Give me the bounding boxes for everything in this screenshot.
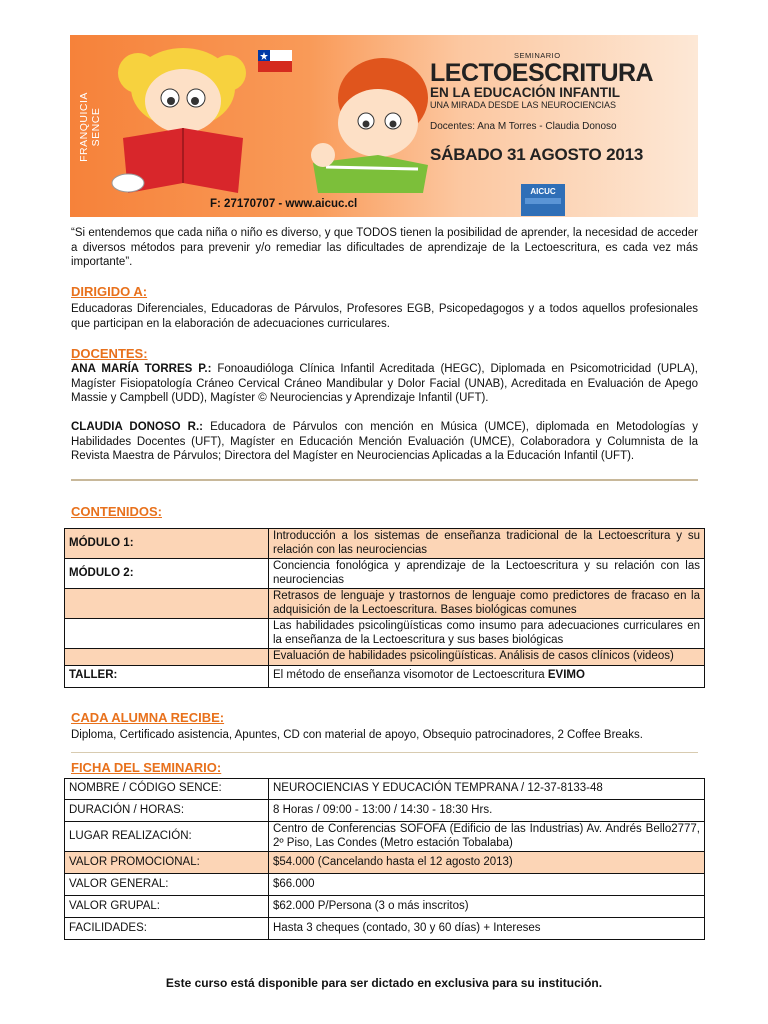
modulo-label — [65, 619, 269, 649]
docente-1 — [71, 362, 698, 406]
contenidos-heading: CONTENIDOS: — [71, 504, 162, 519]
dirigido-heading: DIRIGIDO A: — [71, 284, 148, 299]
banner-title: LECTOESCRITURA — [430, 59, 654, 87]
modulo-label: TALLER: — [65, 665, 269, 687]
ficha-heading: FICHA DEL SEMINARIO: — [71, 760, 222, 775]
taller-text: El método de enseñanza visomotor de Lectoescritura — [273, 669, 548, 682]
table-row — [65, 800, 705, 822]
docente-1-bio: Fonoaudióloga Clínica Infantil Acreditada (HEGC), Diplomada en Psicomotricidad (UPLA), Magíster Fisiopatología Cráneo Cervical Cráneo Mandibular y Dolor Facial (UNAB), Acreditada en Evaluación de Apego Massie y Campbell (UDD), Magíster © Neurociencias y Aprendizaje Infantil (UFT). — [71, 363, 699, 404]
intro-quote: “Si entendemos que cada niña o niño es diverso, y que TODOS tienen la posibilidad de aprender, la necesidad de acceder a diversos métodos para prevenir y/o remediar las dificultades de aprendizaje de la Lectoescritura, es cada vez más importante”. — [71, 227, 698, 268]
docente-1-name: ANA MARÍA TORRES P.: — [71, 363, 212, 375]
table-row — [65, 852, 705, 874]
recibe-heading: CADA ALUMNA RECIBE: — [71, 710, 225, 725]
modulo-label — [65, 589, 269, 619]
ficha-table — [64, 778, 705, 940]
banner-date: SÁBADO 31 AGOSTO 2013 — [430, 145, 644, 164]
table-row — [65, 589, 705, 619]
ficha-label: VALOR PROMOCIONAL: — [65, 852, 269, 874]
modulo-text: Conciencia fonológica y aprendizaje de la Lectoescritura y su relación con las neurociencias — [269, 559, 705, 589]
modulo-text: Introducción a los sistemas de enseñanza tradicional de la Lectoescritura y su relación con las neurociencias — [269, 529, 705, 559]
table-row — [65, 665, 705, 687]
ficha-value: Hasta 3 cheques (contado, 30 y 60 días) + Intereses — [269, 918, 705, 940]
banner-seminario: SEMINARIO — [514, 51, 561, 60]
modulo-text: Retrasos de lenguaje y trastornos de lenguaje como predictores de fracaso en la adquisición de la Lectoescritura. Bases biológicas comunes — [269, 589, 705, 619]
docentes-heading: DOCENTES: — [71, 346, 148, 361]
ficha-value: $62.000 P/Persona (3 o más inscritos) — [269, 896, 705, 918]
banner-contact: F: 27170707 - www.aicuc.cl — [210, 198, 358, 210]
dirigido-text: Educadoras Diferenciales, Educadoras de Párvulos, Profesores EGB, Psicopedagogos y a todos aquellos profesionales que participan en la elaboración de adecuaciones curriculares. — [71, 303, 698, 330]
docente-2-name: CLAUDIA DONOSO R.: — [71, 421, 203, 433]
modulo-label — [65, 649, 269, 666]
franquicia-sence-label: FRANQUICIA SENCE — [78, 92, 102, 162]
recibe-text: Diploma, Certificado asistencia, Apuntes, CD con material de apoyo, Obsequio patrocinadores, 2 Coffee Breaks. — [71, 729, 643, 741]
chile-flag-icon — [258, 50, 292, 72]
seminar-banner — [70, 35, 698, 217]
ficha-label: LUGAR REALIZACIÓN: — [65, 822, 269, 852]
table-row — [65, 559, 705, 589]
ficha-label: VALOR GRUPAL: — [65, 896, 269, 918]
section-divider — [71, 752, 698, 753]
ficha-value: $54.000 (Cancelando hasta el 12 agosto 2013) — [269, 852, 705, 874]
ficha-label: DURACIÓN / HORAS: — [65, 800, 269, 822]
banner-subtitle: EN LA EDUCACIÓN INFANTIL — [430, 85, 620, 100]
ficha-value: Centro de Conferencias SOFOFA (Edificio de las Industrias) Av. Andrés Bello2777, 2º Piso, Las Condes (Metro estación Tobalaba) — [269, 822, 705, 852]
table-row — [65, 779, 705, 800]
table-row — [65, 896, 705, 918]
aicuc-logo-text: AICUC — [530, 187, 556, 196]
table-row — [65, 529, 705, 559]
ficha-label: FACILIDADES: — [65, 918, 269, 940]
aicuc-logo — [521, 184, 565, 216]
ficha-value: $66.000 — [269, 874, 705, 896]
table-row — [65, 649, 705, 666]
table-row — [65, 822, 705, 852]
modulo-text: Las habilidades psicolingüísticas como insumo para adecuaciones curriculares en la enseñanza de la Lectoescritura y sus bases biológicas — [269, 619, 705, 649]
banner-docentes: Docentes: Ana M Torres - Claudia Donoso — [430, 121, 617, 132]
ficha-value: NEUROCIENCIAS Y EDUCACIÓN TEMPRANA / 12-37-8133-48 — [269, 779, 705, 800]
footer-note: Este curso está disponible para ser dictado en exclusiva para su institución. — [165, 976, 603, 990]
section-divider — [71, 479, 698, 481]
taller-method: EVIMO — [547, 669, 585, 682]
contenidos-table — [64, 528, 705, 688]
banner-tagline: UNA MIRADA DESDE LAS NEUROCIENCIAS — [430, 100, 617, 110]
modulo-text — [269, 665, 705, 687]
ficha-label: VALOR GENERAL: — [65, 874, 269, 896]
modulo-label: MÓDULO 2: — [65, 559, 269, 589]
modulo-text: Evaluación de habilidades psicolingüísticas. Análisis de casos clínicos (videos) — [269, 649, 705, 666]
table-row — [65, 619, 705, 649]
ficha-value: 8 Horas / 09:00 - 13:00 / 14:30 - 18:30 Hrs. — [269, 800, 705, 822]
table-row — [65, 918, 705, 940]
table-row — [65, 874, 705, 896]
docente-2 — [71, 420, 698, 464]
ficha-label: NOMBRE / CÓDIGO SENCE: — [65, 779, 269, 800]
banner-title-block — [422, 51, 684, 165]
modulo-label: MÓDULO 1: — [65, 529, 269, 559]
docente-2-bio: Educadora de Párvulos con mención en Música (UMCE), diplomada en Metodologías y Habilidades Docentes (UFT), Magíster en Educación Mención Evaluación (UMCE), Colaboradora y Columnista de la Revista Maestra de Párvulos; Directora del Magíster en Neurociencias Aplicadas a la Educación Infantil (UFT). — [71, 421, 699, 462]
